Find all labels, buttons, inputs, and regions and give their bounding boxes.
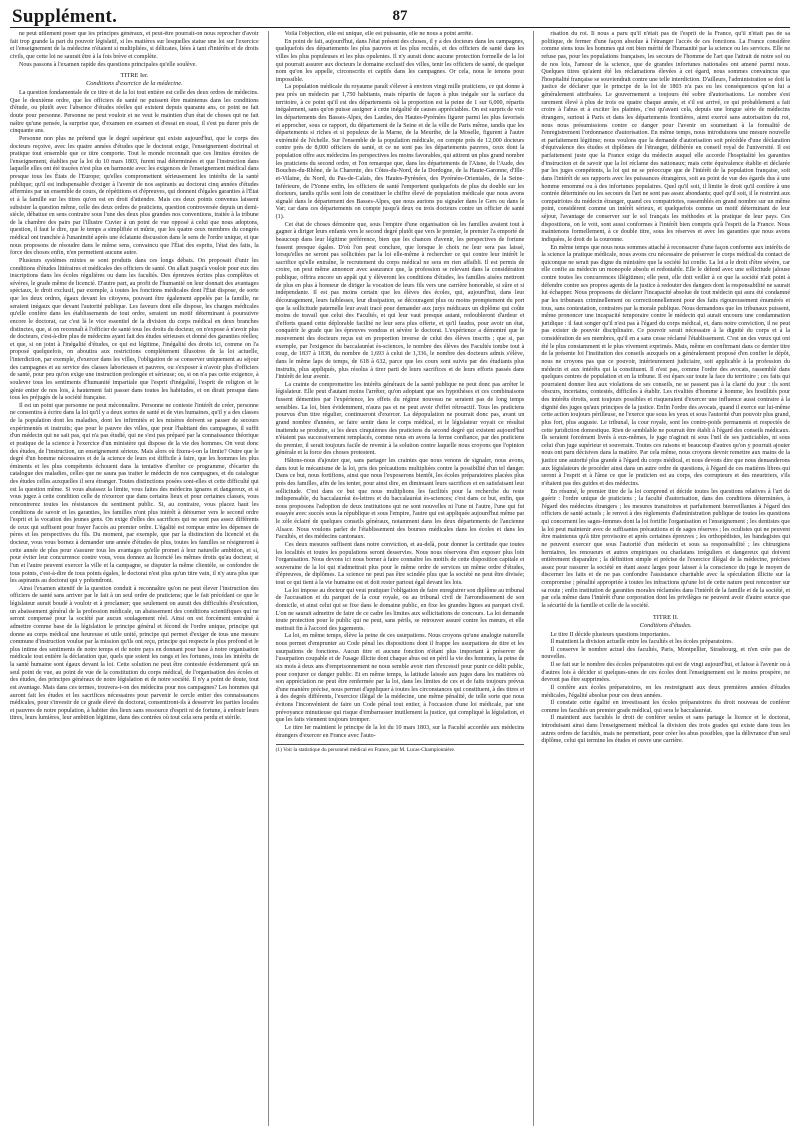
page-number: 87 — [392, 8, 408, 24]
section-heading: TITRE II. — [652, 613, 679, 621]
paragraph: Hâtons-nous d'ajouter que, sans partager les craintes que nous venons de signaler, nous avons, dans tout le mécanisme de la loi, pris des précautions multipliées contre la possibilité d'un tel danger. Dans ce but, nous fortifions, ainsi que nous l'exposerons bientôt, les écoles préparatoires placées plus près des familles, afin de les tenter, pour ainsi dire, en diminuant leurs sacrifices et en satisfaisant leur sollicitude. C'est dans ce but que nous multiplions les facilités pour la recherche du reste indispensable, du baccalauréat ès-lettres et du baccalauréat ès-sciences; c'est dans ce but, enfin, que nous proposons l'adoption de deux institutions qui ne sont nouvelles ni l'une ni l'autre, l'une qui fut essayée avec succès sous la république et sous l'empire, l'autre qui est appliquée aujourd'hui même par le zèle éclairé de quelques conseils généraux, notamment dans les deux départements de l'ancienne Alsace. Nous voulons parler de l'établissement des bourses médicales dans les écoles et dans les Facultés, et des médecins cantonaux. — [275, 458, 525, 541]
paragraph: En résumé, le premier titre de la loi comprend et décide toutes les questions relatives à l'art de guérir : l'ordre unique de praticiens ; la faculté d'autorisation, dans des conditions déterminées, à l'égard des médecins étrangers ; les mesures transitoires et parfaitement bienveillantes à l'égard des officiers de santé actuels ; le renvoi à des règlements d'administration publique de toutes les questions qui concernent les sages-femmes dont la loi fortifie l'organisation et l'enseignement ; les dentistes que la loi peut maintenir avec de suffisantes précautions et de sages réserves ; les oculistes qui ne peuvent être maintenus qu'à titre provisoire et après certaines épreuves ; les orthopédistes, les bandagistes qui ne peuvent exercer que sous l'autorité d'un médecin et sous sa responsabilité ; les chirurgiens herniaires, les renoueurs et autres empiriques ou charlatans irréguliers et dangereux qui doivent entièrement disparaître ; la définition simple et précise de l'exercice illégal de la médecine, précises assez pour rassurer la société en étant assez larges pour laisser à la conscience du juge le moyen de discerner les faits et de ne pas confondre l'assistance charitable avec la spéculation illicite sur la compromise ; pénalité appropriée à toutes les infractions qu'une loi de cette nature peut rencontrer sur sa route ; enfin institution de garanties morales réclamées dans l'intérêt de la famille et de la société, et par cela même dans l'intérêt d'une corporation dont les privilèges ne peuvent avoir d'autre source que la sécurité de la famille et celle de la société. — [541, 488, 791, 609]
paragraph: La crainte de compromettre les intérêts généraux de la santé publique ne peut donc pas arrêter le législateur. Elle peut d'autant moins l'arrêter, qu'on adoptant que ses hypothèses et ces combinaisons fussent démenties par l'expérience, les effets du régime nouveau ne seraient pas de long temps sensibles. La loi, bien évidemment, n'aura pas et ne peut avoir d'effet rétroactif. Tous les praticiens pourvus d'un titre régulier, continueront d'exercer. La dépopulation ne pourrait donc pas, avant un grand nombre d'années, se faire sentir dans le corps médical, et le législateur voyait ce résultat inattendu se produire, si les deux cinquièmes des praticiens du second degré qui existent aujourd'hui n'étaient pas successivement remplacés, comme nous en avons la ferme confiance, par des praticiens du premier, il serait toujours facile de revenir à la solution contre laquelle nous croyons que l'opinion générale et la force des choses protestent. — [275, 381, 525, 457]
section-subheading: Conditions d'études. — [639, 621, 692, 629]
paragraph: Il se fait sur le nombre des écoles préparatoires qui est de vingt aujourd'hui, et laisse à l'avenir ou à d'autres lois à décider si quelques-unes de ces écoles dont l'enseignement est le moins prospère, ne devront pas être supprimées. — [541, 662, 791, 684]
paragraph: La loi impose au docteur qui veut pratiquer l'obligation de faire enregistrer son diplôme au tribunal de l'accusation et du parquet de la cour royale, ou au tribunal civil de l'arrondissement de son domicile, et ainsi celui qui se fixe dans le domaine public, en fixe les grandes lignes au parquet civil. L'on ne saurait admettre de faire de ce cadre les limites aux sollicitations de concours. La loi demande toute protection pour le public qui ne peut, sans périls, se retrouver assuré contre les mœurs, et elle mettrait fin à l'accord des jugements. — [275, 587, 525, 632]
paragraph: Il confère aux écoles préparatoires, en les restreignant aux deux premières années d'études médicales, l'égalité absolue pour ces deux années. — [541, 684, 791, 699]
paragraph: Il constate cette égalité en investissant les écoles préparatoires du droit nouveau de conférer comme les facultés un premier grade médical, qui sera le baccalauréat. — [541, 700, 791, 714]
paragraph: Il conserve le nombre actuel des facultés, Paris, Montpellier, Strasbourg, et n'en crée pas de nouvelles. — [541, 646, 791, 661]
paragraph: ne peut utilement poser que les principes généraux, et peut-être pourrait-on nous reprocher d'avoir fait trop grande la part du pouvoir législatif, si les matières sur lesquelles statue une loi sur l'exercice et l'enseignement de la médecine n'étaient si multipliées, si délicates, liées à tant d'intérêts et de droits civils, que cette loi ne saurait être à la fois brève et complète. — [10, 31, 259, 60]
text-columns — [10, 31, 790, 1126]
paragraph: La question fondamentale de ce titre et de la loi tout entière est celle des deux ordres de médecins. Que le deuxième ordre, que les officiers de santé ne puissent être maintenus dans les conditions d'étude, ou plutôt avec l'absence d'études réelles qui existent depuis quarante ans, ce point ne fait doute pour personne. Personne ne peut vouloir et ne veut le maintien d'un état de choses qui ne fait naître qu'une pensée, la surprise que, d'examen en examen et d'essai en essai, il s'est pu durer près de cinquante ans. — [10, 90, 259, 135]
paragraph: Le titre Ier maintient le principe de la loi du 10 mars 1803, sur la Faculté accordée aux médecins étrangers d'exercer en France avec l'auto- — [275, 724, 525, 739]
paragraph: Plusieurs systèmes mixtes se sont produits dans ces longs débats. On proposait d'unir les conditions d'études littéraires et médicales des officiers de santé. On allait jusqu'à vouloir pour eux des inscriptions dans les écoles régulières ou dans les facultés. Des épreuves écrites plus complètes et sévères, le grade même de licencié. D'autre part, au profit de l'humanité on leur donnait des avantages spéciaux, le droit exclusif, par exemple, à toutes les fonctions médicales dont l'État dispose, de sorte que les deux ordres, égaux devant les citoyens, pouvant être également appelés par la famille, ne seraient inégaux que devant l'autorité publique. Les faveurs dont elle dispose, les charges médicales qu'elle confère dans les établissements de tout ordre, seraient un motif déterminant à poursuivre encore le doctorat, car c'est là le vice essentiel de la division du corps médical en deux branches distinctes, que, si on reconnaît à l'officier de santé tous les droits du docteur, on n'expose à n'avoir plus de docteurs, c'est-à-dire plus de médecins ayant fait des études sérieuses et donné des garanties réelles; et que, si on joint à l'inégalité d'études, ce qui est légitime, l'inégalité des droits ici, comme on l'a proposé quelquefois, on aboutira aux restrictions complètement illusoires de la loi actuelle, l'interdiction, par exemple, d'exercer dans les villes, l'obligation de se conserver uniquement au séjour des campagnes et au service des classes laborieuses et pauvres, ou s'exposer à n'avoir plus d'officiers de santé, pour peu qu'on exige une instruction prolongée et sérieuse; ou, si on n'a pas cette exigence, à soulever tous les sentiments d'humanité impartiale que l'esprit d'inégalité, l'esprit de religion et le génie entier de nos lois, à hautement fait passer dans toutes les habitudes, et on dirait presque dans tous les préjugés de la société française. — [10, 257, 259, 402]
paragraph: Nous passons à l'examen rapide des questions principales qu'elle soulève. — [19, 61, 197, 68]
column-1 — [10, 31, 259, 1126]
paragraph: risation du roi. Il nous a paru qu'il n'était pas de l'esprit de la France, qu'il n'était pas de sa politique, de fermer d'une façon absolue à l'étranger l'accès de ces fonctions. La France considère comme siens tous les hommes qui ont bien mérité de l'humanité par la science ou les services. Elle ne refuse pas, pour les populations françaises, les secours de l'homme de l'art que l'attrait de notre sol ou de nos lois, l'amour de la science, que de grandes infortunes nationales ont amené parmi nous. Quelques titres qu'aient été les réclamations élevées à cet égard, nous sommes convaincus que l'hospitalité française se souviendrait contre une telle interdiction. D'ailleurs, l'administration se doit la justice de déclarer que le principe de la loi de 1803 n'a pas eu les conséquences qu'on lui a généralement attribuées. Le gouvernement a toujours été sobre d'autorisations. Le nombre s'est rarement élevé à plus de trois ou quatre chaque année, et s'il est arrivé, ce qui probablement a fait croire à l'abus et à exciter les plaintes, c'est qu'avant cela, depuis une longue série de médecins étrangers, surtout à Paris et dans les départements frontières, aient exercé sans autorisation du roi, nous nous présumissions contre ce danger pour l'avenir en soumettant à la formalité de l'enregistrement l'ordonnance d'autorisation. En même temps, nous introduisons une mesure nouvelle et parfaitement légitime; nous voulons que la demande d'autorisation soit précédée d'une déclaration d'équivalence des études et diplômes de l'étranger, délibérée en conseil royal de l'université. Il est parfaitement juste que la France exige du médecin auquel elle accorde l'hospitalité les garanties d'instruction et de savoir que la loi réclame des nationaux; mais cette équivalence établie et déclarée par les juges compétents, la loi qui ne se préoccupe que de l'intérêt de la population française, soit dans l'intérêt de ses rapports avec les puissances étrangères, soit au point de vue des égards dus à une homme renommé ou à des infortunes populaires. Quel qu'il soit, il limite le droit qu'il confère à une contrée déterminée ou les secours de l'art ne sont pas assez abondants; quel qu'il soit, il le restreint aux compatriotes du médecin étranger, quand ces compatriotes, rassemblés en grand nombre sur un même point, considèrent comme un intérêt sérieux, et quelquefois comme un motif déterminant de leur séjour, l'avantage de conserver sur le sol français les méthodes et la pratique de leur pays. Ces dispositions, on le voit, sont aussi conformes à l'intérêt bien compris qu'à l'esprit de la France. Nous maintenons formellement, à ce double titre, sous les réserves et avec les garanties que nous avons indiquées, le droit de la couronne. — [541, 31, 791, 243]
paragraph: Il maintient la division actuelle entre les facultés et les écoles préparatoires. — [550, 639, 734, 646]
footnote: (1) Voir la statistique du personnel médical en France, par M. Lucas-Championnière. — [276, 744, 525, 753]
column-2 — [268, 31, 525, 1126]
paragraph: Ces deux mesures suffisent dans notre conviction, et au-delà, pour donner la certitude que toutes les localités et toutes les populations seront desservies. Nous nous réservons d'en exposer plus loin l'organisation. Nous devons ici nous borner à faire connaître les motifs de cette disposition capitale et souveraine de la loi qui n'admettrait plus pour le même ordre de services un même ordre d'études, d'épreuves, de diplômes. La science ne peut pas être scindée plus que la société ne peut être divisée; tout ce qui tient à la vie humaine est et doit rester partout égal devant les lois. — [275, 541, 525, 586]
paragraph: Ainsi l'examen attentif de la question conduit à reconnaître qu'on ne peut élever l'instruction des officiers de santé sans arriver par le fait à un seul ordre de praticiens; que le fait précédant ce que le législateur aurait boudé à vouloir et à proclamer; que seulement on aurait des difficultés d'exécution, un abaissement général de la profession médicale, un abaissement des conditions scientifiques qui ne seront compensé pour la société par aucun soulagement réel. Ainsi on est forcément entraîné à admettre comme base de la législation le principe général et fécond de l'ordre unique, principe qui donne au corps médical une heureuse et utile unité, principe qui permet d'exiger de tous une mesure commune d'instruction voulue par la mission qu'ils ont reçu, principe qui respecte le plus profond et le plus intime des sentiments de notre temps et de notre pays en donnant pour base à notre organisation médicale tout entière la déclaration que, quels que soient les rangs et les fortunes, tous les intérêts de la santé humaine sont égaux devant la loi. Cette solution ne peut être contestée évidemment qu'à un seul point de vue, au point de vue de la constitution du corps médical, de l'organisation des écoles et des études, des principes généraux de notre législation et de notre société. Il n'y a point de doute, tout est avantage. Mais dans ces termes, trouvera-t-on des médecins pour nos campagnes? Les hommes qui auront fait les études et les sacrifices nécessaires pour parvenir le cercle entier des connaissances médicales, pour s'investir de ce grade élevé du doctorat, consentiront-ils à desservir les parties locales et pauvres de notre population, à habiter des lieux sans ressource d'esprit ni de fortune, à enfouir leurs titres, leurs lumières, leur ambition légitime, dans des contrées où tout cela sera perdu et stérile. — [10, 585, 259, 722]
column-3 — [533, 31, 790, 1126]
paragraph: La population médicale du royaume paraît s'élever à environ vingt mille praticiens, ce qui donne à peu près un médecin par 1,750 habitants, mais répartis de façon à plus inégale sur la surface du territoire, à ce point qu'il est des départements où la proportion est la peine de 1 sur 6,000, répartis inégalement, sans qu'on puisse assigner à cette inégalité de causes appréciables. On est surpris de voir les départements des Basses-Alpes, des Landes, des Hautes-Pyrénées figurer parmi les plus favorisés et approcher, sous ce rapport, du département de la Seine et de la ville de Paris même, tandis que les départements si riches et si populeux de la Marne, de la Meurthe, de la Moselle, figurent à l'autre extrémité de l'échelle. Sur l'ensemble de la population médicale, on compte près de 12,000 docteurs contre près de 8,000 officiers de santé, et ce ne sont pas les départements pauvres, ceux dont la population offre aux médecins les perspectives les moins favorables, qui attirent un plus grand nombre les praticiens du second ordre, et l'on remarque que, dans les départements de l'Aisne, de l'Aude, des Bouches-du-Rhône, de la Charente, des Côtes-du-Nord, de la Dordogne, de la Haute-Garonne, d'Ille-et-Vilaine, du Nord, du Pas-de-Calais, des Hautes-Pyrénées, des Pyrénées-Orientales, de la Seine-Inférieure, de l'Yonne enfin, les officiers de santé l'emportent quelquefois de plus du double sur les docteurs, tandis qu'ils sont loin de constituer le chiffre élevé de population médicale que nous avons signalé dans le département des Basses-Alpes, que nous aurions pu signaler dans le Gers ou dans le Var; car dans ces départements on compte jusqu'à deux ou trois docteurs contre un officier de santé (1). — [275, 84, 525, 220]
paragraph: Cet état de choses démontre que, sous l'empire d'une organisation où les familles avaient tout à gagner à diriger leurs enfants vers le second degré plutôt que vers le premier, le premier l'a emporté de beaucoup dans leur légitime préférence, bien que les chances d'avenir, les perspectives de fortune fussent presque égales. D'où l'on peut conclure, que lorsque le choix ne leur sera pas laissé, lorsqu'elles ne seront pas sollicitées par la loi elle-même à rechercher ce qui contre leur intérêt le sacrifice qu'elle entraîne, le recrutement du corps médical ne sera en rien affaibli. Il est permis de croire, on peut même annoncer avec assurance que, la profession se relevant dans la considération publique, offrira encore un appât qui y élèveront les conditions d'études, les familles aisées mettront de plus en plus à honneur de diriger la vocation de leurs fils vers une carrière honorable, si sûre et si indépendante. Il est pas moins certain que les élèves des écoles, qui, aujourd'hui, dans leur découragement, leurs faiblesses, leur dissipation, se découragent plus ou moins promptement du port que la sollicitude paternelle leur avait tracé pour demander aux jurys médicaux un diplôme qui coûte moins de travail que celui des Facultés, et qui leur vaut presque autant, redoubleront d'ardeur et d'efforts quand cette déplorable facilité ne leur sera plus offerte, et qu'il faudra, pour avoir un état, conquérir le grade que les épreuves vondras et sévère le doctorat. L'expérience a démontré que le mouvement des docteurs reçus est en proportion inverse de celui des élèves inscrits ; que si, par exemple, par l'exigence du baccalauréat ès-sciences, le nombre des élèves des Facultés tombe tout à coup, de 1837 à 1838, du nombre de 1,693 à celui de 1,336, le nombre des docteurs admis s'élève, dans le même laps de temps, de 618 à 632, parce que les cours sont suivis par des étudiants plus instruits, plus appliqués, plus résolus à tirer parti de leurs sacrifices et de leurs efforts passés dans l'intérêt de leur avenir. — [275, 221, 525, 381]
section-heading: TITRE Ier. — [120, 72, 149, 80]
section-title: Supplément. — [12, 6, 118, 27]
paragraph: La loi, en même temps, élève la peine de ces usurpations. Nous croyons qu'une analogie naturelle nous permet d'emprunter au Code pénal les dispositions dont il frappe les usurpations de titre et les usurpations de fonctions. Aucun titre et aucune fonction n'étant plus important à préserver de l'usurpation coupable et de l'usage illicite dont chaque abus est en péril la vie des hommes, la peine de six mois à deux ans d'emprisonnement ne nous semble avoir rien d'excessif pour punir ce délit public, pour conjurer ce danger public. Et en même temps, la latitude laissée aux juges dans les matières où son appréciation ne peut être renfermée par la loi, dans les limites de ces et de faits toujours prévus d'une manière précise, nous permet d'appliquer à toutes les circonstances qui constituent, à des titres et à des degrés différents, l'exercice illégal de la médecine, une même pénalité, de telle sorte que nous évitons l'inconvénient de faire un Code pénal tout entier, à l'occasion d'une loi médicale, par une prévoyance minutieuse qui risque d'embarrasser inutilement la justice, qui compliqué la législation, et que les faits viennent toujours tromper. — [275, 633, 525, 724]
paragraph: Il est un point que personne ne peut méconnaître. Personne ne conteste l'intérêt de créer, personne ne consentira à écrire dans la loi qu'il y a deux sortes de santé et de vies humaines, qu'il y a des classes de la population dont les maladies, dont les infirmités et les misères doivent se passer de secours expérimentés et instruits; que pour le pauvre des villes, que pour l'habitant des campagnes, il suffit d'un médecin qui ne sait pas, qui n'a pas étudié, qui ne s'est pas préparé par la connaissance théorique et pratique de la science à l'exercice d'un ministère qui dispose de la vie des hommes. On veut donc des études, de l'instruction, un enseignement sérieux. Mais alors où fixera-t-on la limite? Outre que le degré d'un homme nécessaires et de la science de leurs est difficile à faire, que les hommes les plus éminents et les plus compétents échouent dans la tentative d'arrêter ce programme, d'écarter du catalogue des maladies, celles que ne saura pas traiter le médecin de nos campagnes, et du catalogue des études celles auxquelles il sera étranger. Toutes distinctions posées sont-elles et cette difficulté qui est la question même. Si vous abaissez la limite, vous faites des médecins ignares et dangereux, et si vous jugez à cette condition celle de n'exercer que dans certains lieux et pour certaines classes, vous rencontrerez toutes les résistances du sentiment public. Si, au contraire, vous placez haut les conditions de savoir et les garanties, les familles n'ont plus intérêt à détourner vers le second ordre l'esprit et la vocation des jeunes gens. On exige d'elles des sacrifices qui ne sont pas assez différents de ceux qui suffisent pour frayer l'accès au premier ordre. L'égalité est rompue entre les dépenses de pères et les perspectives du fils. Du moment, par exemple, que par la distinction du licencié et du docteur, vous vous bornez à demander une année d'études de plus, toutes les familles se résigneront à cette année de plus pour s'assurer tous les avantages qu'elle promet à leur naturelle ambition, et si, pour éviter leur concurrence contre vous, vous donnez au licencié les mêmes droits qu'au docteur, si l'un et l'autre peuvent exercer la ville et la campagne, se disputer la même clientèle, se confondre de tous points, c'est-à-dire de tous points égales, le doctorat n'est plus qu'un titre vain, il n'y aura plus que les aspirants au doctorat qui y prétendront. — [10, 402, 259, 585]
paragraph: En même temps que nous nous sommes attaché à reconsacrer d'une façon conforme aux intérêts de la science la pratique médicale, nous avons cru nécessaire de préserver le corps médical du contact de quiconque ne serait pas digne du ministère que la société lui confie. La loi a le droit d'être sévère, car elle confie au médecin un monopole absolu et redoutable. Elle le défend avec une sollicitude jalouse contre toutes les concurrences illégitimes; elle peut, elle doit veiller à ce que la société n'ait point à défendre contre ses propres agents de la justice à redouter des dangers dont la responsabilité ne saurait lui échapper. Nous proposons de déclarer l'incapacité absolue de tout médecin qui aura été condamné par les tribunaux criminellement ou correctionnellement pour des faits rigoureusement énumérés et tous, sans contestation, contraires par la morale publique. Nous demandons que les tribunaux puissent, même prononcer une incapacité temporaire contre le médecin qui aurait encouru une condamnation juridique : il faut songer qu'il n'est pas à l'égard du corps médical, et, dans notre conviction, il ne peut pas exister de pouvoir disciplinaire. Ce pouvoir serait nécessaire à la dignité du corps et à la considération de ses membres, qu'il en a sans cesse réclamé l'établissement. C'est un des vœux qui ont été le plus constamment et le plus vivement exprimés. Mais, même en confirmant dans ce dernier titre de la présente loi l'institution des conseils auxquels on a généralement proposé d'en confier le dépôt, nous ne croyons pas que ce pouvoir, intérieurement judiciaire, soit applicable à la profession du médecin et aux intérêts qui la constituent. Il n'est pas, comme l'ordre des avocats, rassemblé dans quelques centres de population et en la tribune. Il est épars sur toute la face du territoire ; ces faits qui pourraient donner lieu aux violations de ses conseils, ne se passent pas à la clarté du jour : ils sont obscurs, incertains, contestés, difficiles à établir. Les rivalités d'homme à homme, les hostilités pour des intérêts étroits, sont toujours possibles et risqueraient d'exercer une influence aussi contraire à la dignité des juges qu'aux principes de la justice. Enfin l'ordre des avocats, quand il exerce sur lui-même cette action toujours périlleuse, ne l'exerce que sous les yeux et sous l'autorité d'un pouvoir plus grand, plus fort, plus auguste. Le tribunal, la cour royale, sont les contre-poids permanents et respectés de cette juridiction domestique. Rien de semblable ne pourrait être établi à l'égard des conseils médicaux. Ils seraient forcément livrés à eux-mêmes, le juge n'agirait ni sous l'œil de ses justiciables, ni sous celui d'un juge supérieur et souverain. Toutes ces raisons et beaucoup d'autres qu'on y pourrait ajouter nous ont paru décisives dans la matière. Par cela même, nous croyons devoir remettre aux mains de la justice une autorité plus grande à l'égard du corps médical, et nous devons dire que nous demanderons aux législateurs de procéder ainsi dans un autre ordre de questions, à l'égard de ces matières libres qui seront à l'esprit et à l'âme ce que le praticien est au corps, des corrupteurs et des meurtriers, s'ils n'étaient pas des guides et des médecins. — [541, 244, 791, 487]
paragraph: En point de fait, aujourd'hui, dans l'état présent des choses, il y a des docteurs dans les campagnes, quelquefois des départements les plus pauvres et les plus reculés, et des officiers de santé dans les villes les plus populeuses et les plus opulentes. Il n'y aurait donc aucune protection formelle de la loi qui pourrait assurer aux docteurs le domaine exclusif des villes, tenir les officiers de santé, de quelque nom qu'on les appelle, circonscrits et captifs dans les campagnes. Or cela, nous le tenons pour impossible. — [275, 38, 525, 83]
section-subheading: Conditions d'exercice de la médecine. — [85, 80, 183, 88]
paragraph: Voilà l'objection, elle est unique, elle est puissante, elle ne nous a point arrêté. — [284, 31, 473, 37]
paragraph: Personne non plus ne prétend que le degré supérieur qui existe aujourd'hui, que le corps des docteurs reçoive, avec les quatre années d'études que le doctorat exige, l'enseignement doctrinal et pratique tout ensemble que ce titre comporte. Tout le monde reconnaît que ces limites étroites de l'enseignement, établies par la loi du 10 mars 1803, furent mal déterminées et que l'instruction dans laquelle elles ont été tracées n'est plus en harmonie avec les exigences de l'enseignement médical dans presque tous les États de l'Europe; qu'elles compromettent sérieusement les intérêts de la santé publique; qu'il est indispensable d'exiger à l'avenir de nos aspirants au doctorat cinq années d'études affermies par un ensemble de cours, de répétitions et d'épreuves, qui donnent d'égales garanties à l'État et à la famille sur les titres qu'on est en droit d'attendre. Mais ces deux points convenus laissent subsister la question même, celle des deux ordres de praticiens, question controversée depuis un demi-siècle, débattue en sens contraire sous l'une des deux plus grandes nos conventions, traitée à la tribune de la chambre des pairs par l'illustre Cuvier à un point de vue opposé à celui que nous adoptons, question, il faut le dire, que le temps a simplifiée et mûrie, que les quatre ceux membres du congrès médical ont tranchée à l'unanimité après une éclatante discussion dans le sens de l'ordre unique, et que nous proposons de résoudre dans le même sens, convaincu que l'État des esprits, l'état des faits, la force des choses enfin, n'en permettent aucune autre. — [10, 135, 259, 257]
paragraph: Le titre II décide plusieurs questions importantes. — [550, 631, 671, 638]
masthead — [10, 6, 790, 28]
paragraph: Il maintient aux facultés le droit de conférer seules et sans partage la licence et le doctorat, introduisant ainsi dans l'enseignement médical la division des trois grades qui existe dans tous les autres ordres de facultés, mais ne permettant, pour créer les abus possibles, que la délivrance d'un seul diplôme, celui qui termine les études et ouvre une carrière. — [541, 715, 791, 745]
